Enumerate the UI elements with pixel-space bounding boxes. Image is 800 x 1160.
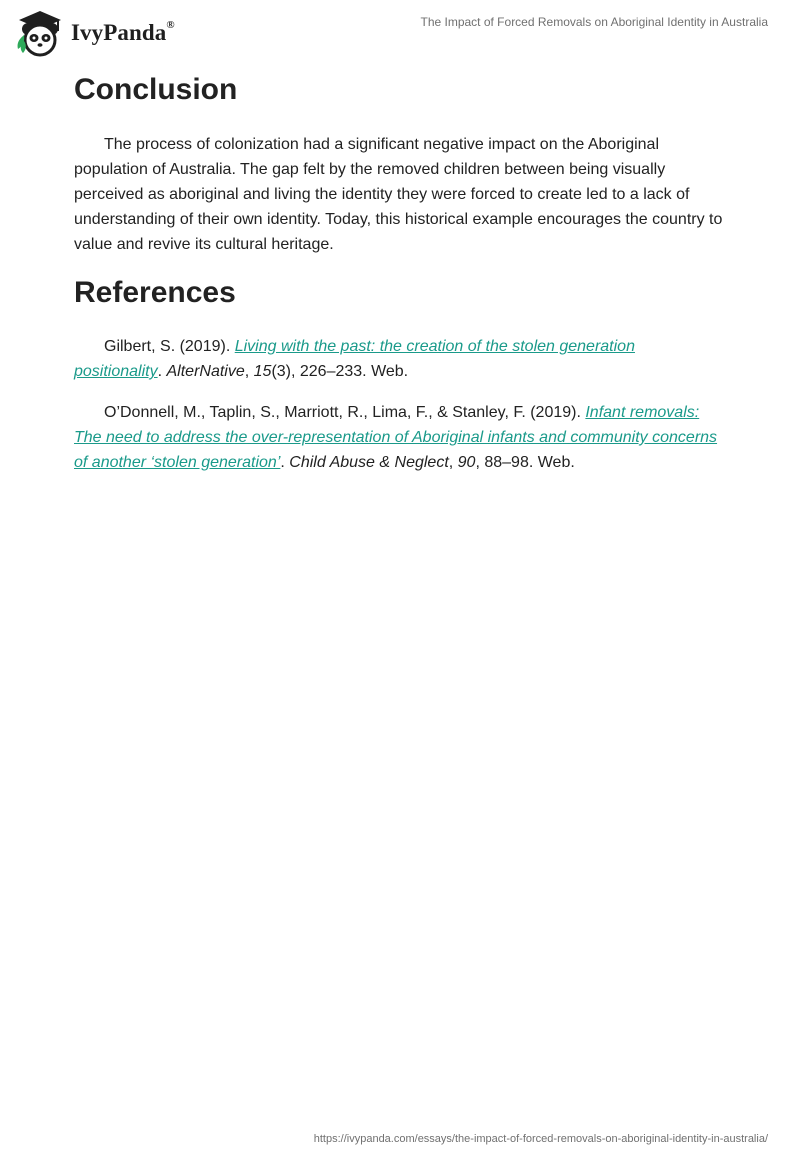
journal-name: Child Abuse & Neglect	[289, 454, 449, 471]
references-heading: References	[74, 276, 236, 309]
journal-name: AlterNative	[166, 363, 245, 380]
document-title: The Impact of Forced Removals on Aboriginal Identity in Australia	[420, 15, 768, 29]
panda-graduate-icon	[14, 9, 66, 57]
reference-item: Gilbert, S. (2019). Living with the past: the creation of the stolen generation positionality. AlterNative, 15(3), 226–233. Web.	[74, 338, 635, 380]
reference-title-link[interactable]: Infant removals: The need to address the over-representation of Aboriginal infants and community concerns of another ‘stolen generation’	[74, 404, 718, 471]
brand-name: IvyPanda®	[71, 19, 175, 45]
reference-title-link[interactable]: Living with the past: the creation of the stolen generation positionality	[74, 338, 635, 380]
source-url[interactable]: https://ivypanda.com/essays/the-impact-of-forced-removals-on-aboriginal-identity-in-australia/	[313, 1133, 768, 1145]
conclusion-paragraph: The process of colonization had a significant negative impact on the Aboriginal population of Australia. The gap felt by the removed children between being visually perceived as aboriginal and living the identity they were forced to create led to a lack of understanding of their own identity. Today, this historical example encourages the country to value and revive its cultural heritage.	[74, 136, 723, 253]
volume-number: 90	[457, 454, 476, 471]
conclusion-heading: Conclusion	[74, 73, 238, 106]
reference-item: O’Donnell, M., Taplin, S., Marriott, R., Lima, F., & Stanley, F. (2019). Infant removals: The need to address the over-representation of Aboriginal infants and community concerns of another ‘stolen generation’. Child Abuse & Neglect, 90, 88–98. Web.	[74, 404, 718, 471]
volume-number: 15	[253, 363, 272, 380]
ivypanda-logo[interactable]	[14, 8, 175, 58]
